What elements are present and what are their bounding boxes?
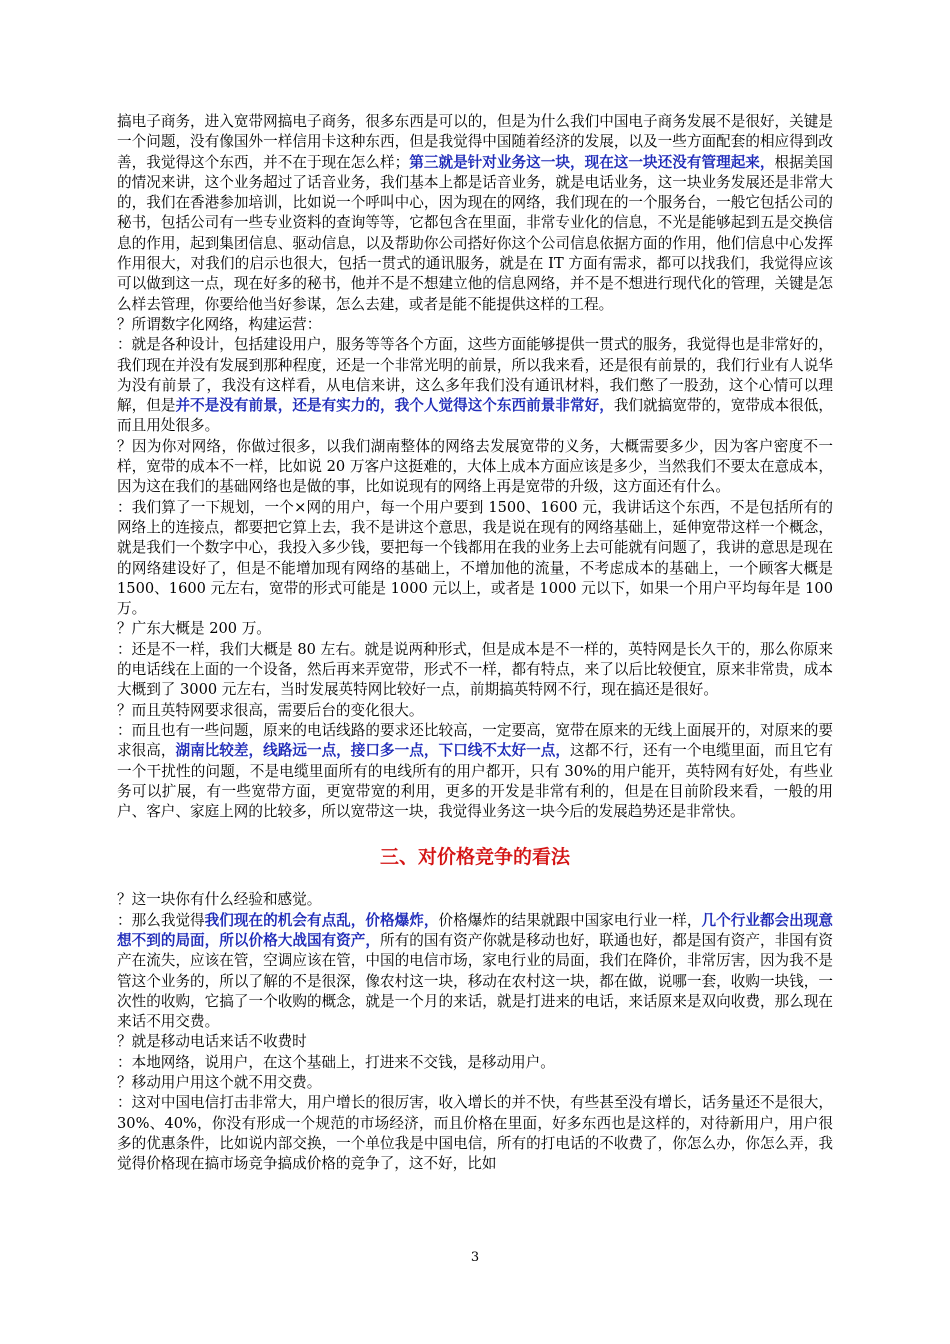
text-run: 所有的国有资产你就是移动也好，联通也好，都是国有资产，非国有资产在流失，应该在管，空调应该在管，中国的电信市场，家电行业的局面，我们在降价，非常厉害，因为我不是管这个业务的，所以了解的不是很深，像农村这一块，移动在农村这一块，都在做，说哪一套，收购一块钱，一次性的收购，它搞了一个收购的概念，就是一个月的来话，就是打进来的电话，来话原来是双向收费，那么现在来话不用交费。 (117, 931, 833, 1031)
text-run: ？移动用户用这个就不用交费。 (117, 1074, 322, 1092)
text-run: 这都不行，还有一个电缆里面，而且它有一个干扰性的问题，不是电缆里面所有的电线所有的用户都开，只有 30%的用户能开，英特网有好处，有些业务可以扩展，有一些宽带方面，更宽带宽的利用，更多的开发是非常有利的，但是在目前阶段来看，一般的用户、客户、家庭上网的比较多，所以宽带这一块，我觉得业务这一块今后的发展趋势还是非常快。 (117, 742, 833, 821)
paragraph (117, 701, 833, 721)
paragraph (117, 640, 833, 701)
text-run: ？这一块你有什么经验和感觉。 (117, 891, 322, 909)
document-body (117, 112, 833, 1175)
highlighted-text: 几个行业都会出现意想不到的局面，所以价格大战国有资产， (117, 911, 833, 949)
paragraph (117, 721, 833, 822)
text-run: ？因为你对网络，你做过很多，以我们湖南整体的网络去发展宽带的义务，大概需要多少，因为客户密度不一样，宽带的成本不一样，比如说 20 万客户这挺难的，大体上成本方面应该是多少，当然我们不要太在意成本，因为这在我们的基础网络也是做的事，比如说现有的网络上再是宽带的升级，这方面还有什么。 (117, 437, 833, 496)
text-run: 价格爆炸的结果就跟中国家电行业一样， (438, 911, 702, 929)
paragraph (117, 498, 833, 620)
paragraph (117, 112, 833, 315)
text-run: ：我们算了一下规划，一个×网的用户，每一个用户要到 1500、1600 元，我讲话这个东西，不是包括所有的网络上的连接点，都要把它算上去，我不是讲这个意思，我是说在现有的网络基础上，延伸宽带这样一个概念，就是我们一个数字中心，我投入多少钱，要把每一个钱都用在我的业务上去可能就有问题了，我讲的意思是现在的网络建设好了，但是不能增加现有网络的基础上，不增加他的流量，不考虑成本的基础上，一个顾客大概是 1500、1600 元左右，宽带的形式可能是 1000 元以上，或者是 1000 元以下，如果一个用户平均每年是 100 万。 (117, 498, 833, 618)
paragraph (117, 911, 833, 1033)
text-run: ？就是移动电话来话不收费时 (117, 1033, 307, 1051)
paragraph (117, 437, 833, 498)
text-run: ？所谓数字化网络，构建运营： (117, 315, 322, 333)
text-run: 根据美国的情况来讲，这个业务超过了话音业务，我们基本上都是话音业务，就是电话业务，这一块业务发展还是非常大的，我们在香港参加培训，比如说一个呼叫中心，因为现在的网络，我们现在的一个服务台，一般它包括公司的秘书，包括公司有一些专业资料的查询等等，它都包含在里面，非常专业化的信息，不光是能够起到五是交换信息的作用，起到集团信息、驱动信息，以及帮助你公司搭好你这个公司信息依据方面的作用，他们信息中心发挥作用很大，对我们的启示也很大，包括一贯式的通讯服务，就是在 IT 方面有需求，都可以找我们，我觉得应该可以做到这一点，现在好多的秘书，他并不是不想建立他的信息网络，并不是不想进行现代化的管理，关键是怎么样去管理，你要给他当好参谋，怎么去建，或者是能不能提供这样的工程。 (117, 153, 833, 313)
paragraph (117, 1093, 833, 1174)
paragraph (117, 315, 833, 335)
highlighted-text: 我们现在的机会有点乱，价格爆炸， (204, 911, 439, 929)
text-run: 搞电子商务，进入宽带网搞电子商务，很多东西是可以的，但是为什么我们中国电子商务发展不是很好，关键是一个问题，没有像国外一样信用卡这种东西，但是我觉得中国随着经济的发展，以及一些方面配套的相应得到改善，我觉得这个东西，并不在于现在怎么样； (117, 113, 833, 171)
text-run: ：还是不一样，我们大概是 80 左右。就是说两种形式，但是成本是不一样的，英特网是长久干的，那么你原来的电话线在上面的一个设备，然后再来弄宽带，形式不一样，都有特点，来了以后比较便宜，原来非常贵，成本大概到了 3000 元左右，当时发展英特网比较好一点，前期搞英特网不行，现在搞还是很好。 (117, 640, 833, 699)
highlighted-text: 并不是没有前景，还是有实力的，我个人觉得这个东西前景非常好， (175, 397, 614, 415)
text-run: ：这对中国电信打击非常大，用户增长的很厉害，收入增长的并不快，有些甚至没有增长，话务量还不是很大，30%、40%，你没有形成一个规范的市场经济，而且价格在里面，好多东西也是这样的，对待新用户，用户很多的优惠条件，比如说内部交换，一个单位我是中国电信，所有的打电话的不收费了，你怎么办，你怎么弄，我觉得价格现在搞市场竞争搞成价格的竞争了，这不好，比如 (117, 1094, 833, 1173)
text-run: ：就是各种设计，包括建设用户，服务等等各个方面，这些方面能够提供一贯式的服务，我觉得也是非常好的，我们现在并没有发展到那种程度，还是一个非常光明的前景，所以我来看，还是很有前景的，我们行业有人说华为没有前景了，我没有这样看，从电信来讲，这么多年我们没有通讯材料，我们憋了一股劲，这个心情可以理解，但是 (117, 336, 833, 415)
paragraph (117, 1053, 833, 1073)
paragraph (117, 1073, 833, 1093)
paragraph (117, 335, 833, 436)
paragraph (117, 619, 833, 639)
paragraph (117, 1032, 833, 1052)
text-run: ：而且也有一些问题，原来的电话线路的要求还比较高，一定要高，宽带在原来的无线上面展开的，对原来的要求很高， (117, 721, 833, 760)
text-run: ？而且英特网要求很高，需要后台的变化很大。 (117, 701, 424, 719)
section-heading: 三、对价格竞争的看法 (379, 846, 570, 869)
highlighted-text: 湖南比较差，线路远一点，接口多一点，下口线不太好一点， (175, 742, 570, 760)
text-run: 我们就搞宽带的，宽带成本很低，而且用处很多。 (117, 397, 833, 435)
page-number: 3 (470, 1250, 480, 1265)
text-run: ？广东大概是 200 万。 (117, 620, 271, 638)
highlighted-text: 第三就是针对业务这一块，现在这一块还没有管理起来， (409, 153, 775, 171)
paragraph (117, 890, 833, 910)
text-run: ：本地网络，说用户，在这个基础上，打进来不交钱，是移动用户。 (117, 1053, 555, 1071)
text-run: ：那么我觉得 (117, 911, 205, 929)
